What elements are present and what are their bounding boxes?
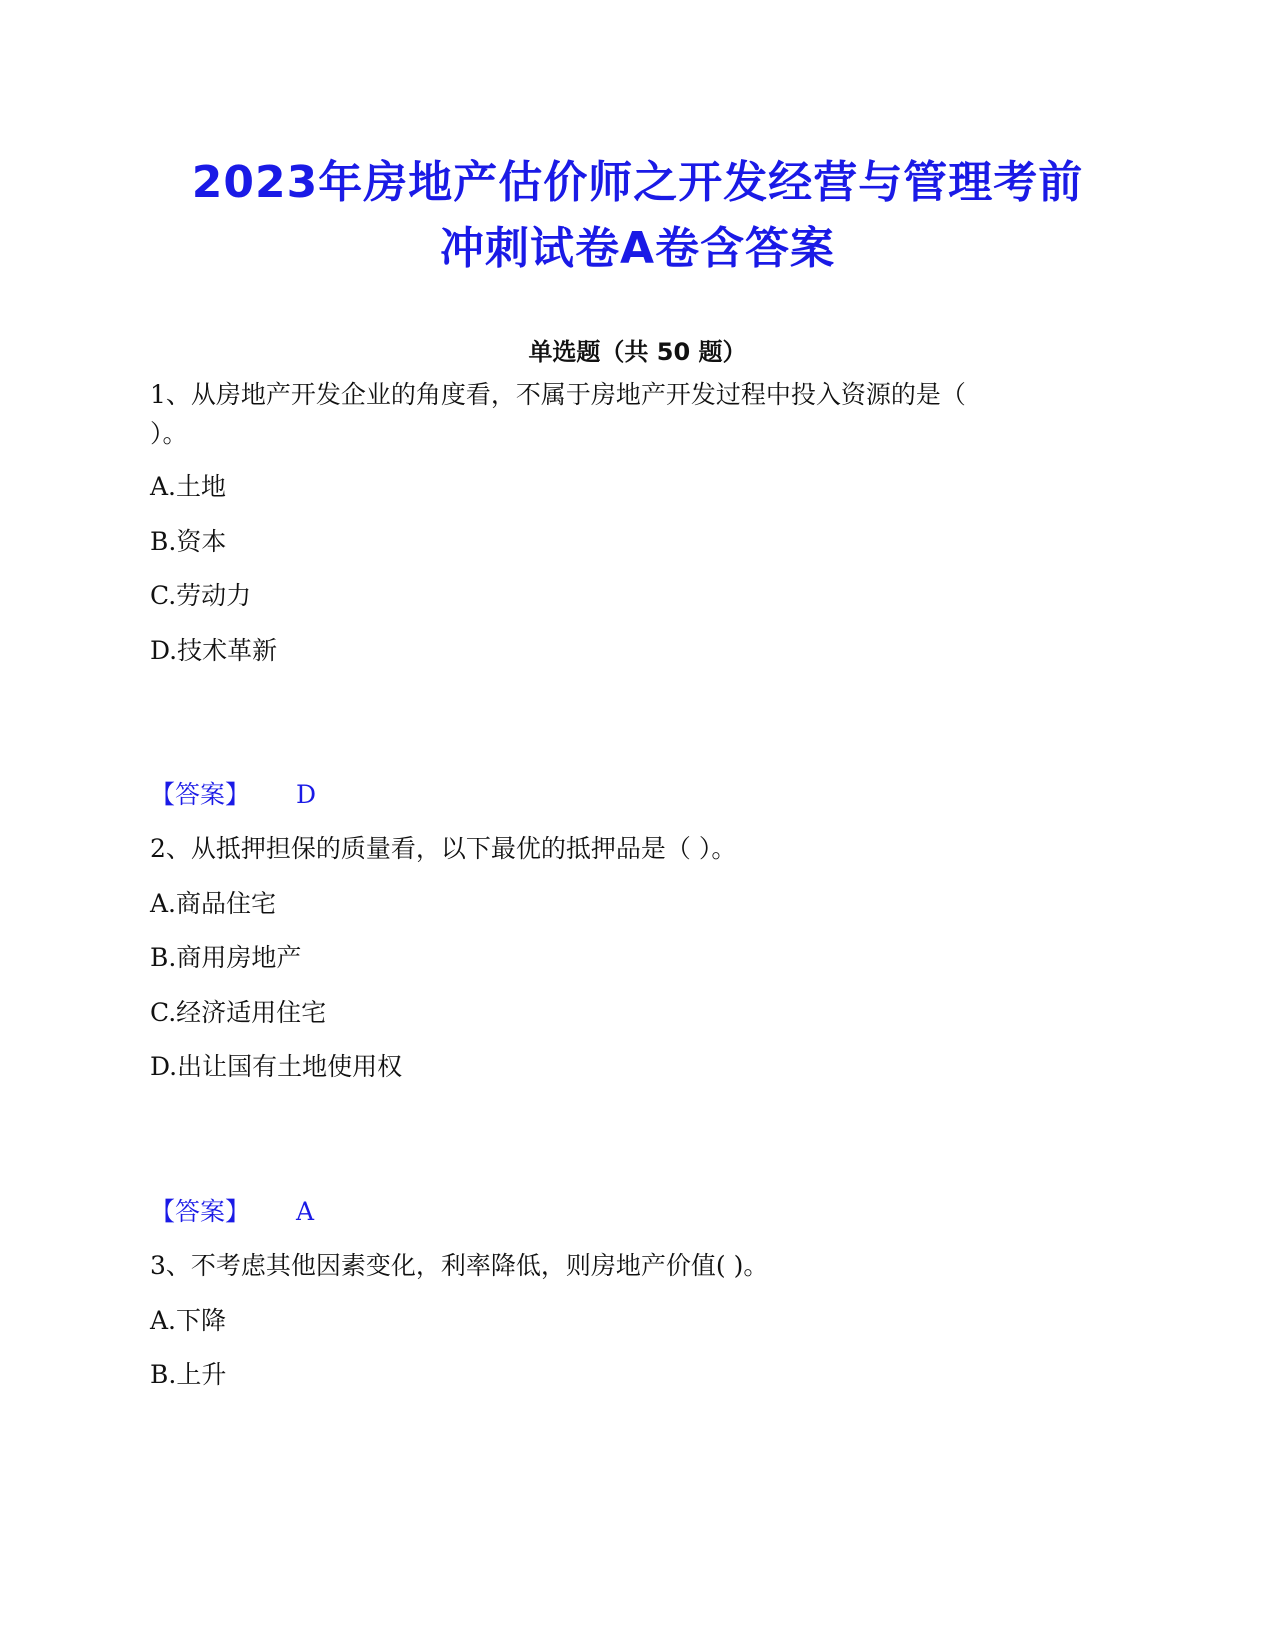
document-title-line1: 2023年房地产估价师之开发经营与管理考前 — [191, 157, 1084, 208]
question-2-stem: 2、从抵押担保的质量看，以下最优的抵押品是（ ）。 — [150, 834, 737, 863]
question-2-option-b: B.商用房地产 — [150, 943, 302, 972]
document-title-line2: 冲刺试卷A卷含答案 — [439, 223, 836, 274]
question-3-option-b: B.上升 — [150, 1360, 227, 1389]
section-title: 单选题（共 50 题） — [528, 338, 747, 366]
question-1-stem-line2: ）。 — [150, 419, 188, 448]
question-2-option-a: A.商品住宅 — [150, 889, 277, 918]
question-3-option-a: A.下降 — [150, 1306, 227, 1335]
question-1-option-b: B.资本 — [150, 527, 227, 556]
question-2-option-d: D.出让国有土地使用权 — [150, 1052, 403, 1081]
question-1-option-c: C.劳动力 — [150, 581, 252, 610]
question-2-option-c: C.经济适用住宅 — [150, 998, 327, 1027]
question-1-option-a: A.土地 — [150, 472, 227, 501]
answer-value: D — [296, 780, 317, 809]
answer-tag: 【答案】 — [150, 1197, 251, 1226]
question-1-answer — [150, 777, 316, 813]
answer-tag: 【答案】 — [150, 780, 251, 809]
question-2-answer — [150, 1194, 314, 1230]
question-1-option-d: D.技术革新 — [150, 636, 278, 665]
answer-value: A — [296, 1197, 315, 1226]
question-3-stem: 3、不考虑其他因素变化，利率降低，则房地产价值( )。 — [150, 1251, 769, 1280]
question-1-stem-line1: 1、从房地产开发企业的角度看，不属于房地产开发过程中投入资源的是（ — [150, 380, 966, 409]
